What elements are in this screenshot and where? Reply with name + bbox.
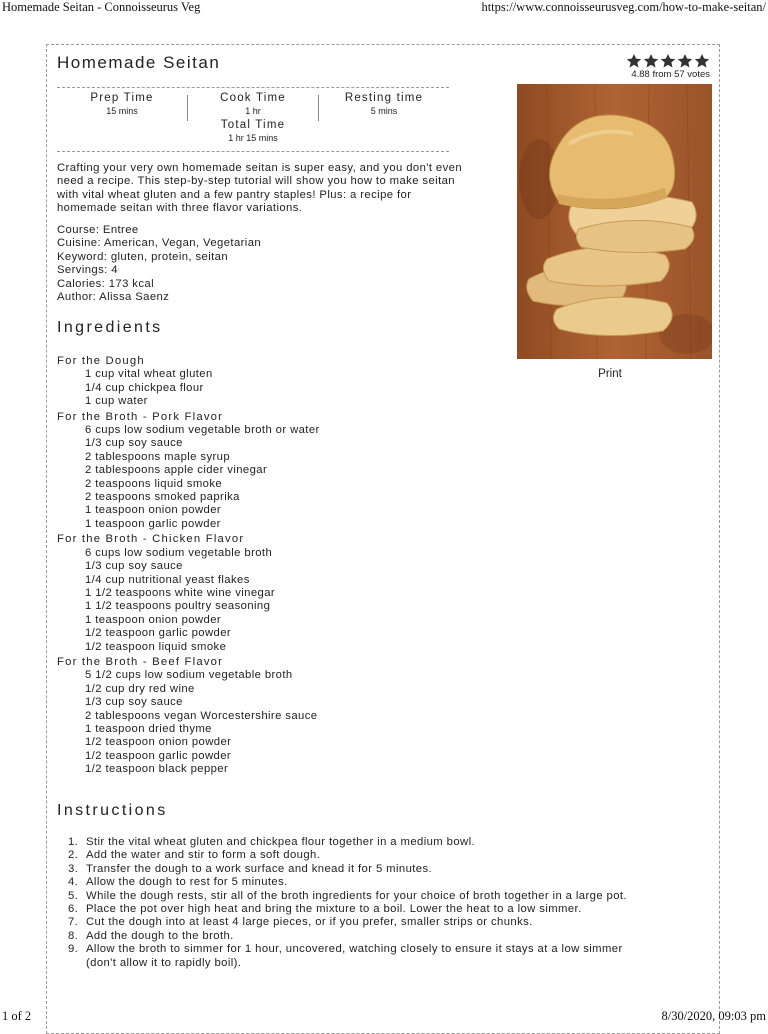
- ingredient-group: [57, 355, 507, 409]
- ingredient-item: 1 cup water: [85, 395, 148, 408]
- ingredient-group-title: For the Broth - Chicken Flavor: [57, 533, 245, 546]
- ingredient-item: 1/4 cup chickpea flour: [85, 381, 204, 394]
- rating-stars[interactable]: [626, 53, 710, 69]
- instruction-step: [57, 916, 707, 929]
- recipe-rating[interactable]: [626, 53, 710, 80]
- resting-time-value: 5 mins: [370, 106, 398, 116]
- ingredient-item: 1/3 cup soy sauce: [85, 437, 183, 450]
- ingredient-item: 2 tablespoons maple syrup: [85, 450, 231, 463]
- instruction-step: [57, 876, 707, 889]
- print-button[interactable]: Print: [598, 368, 622, 380]
- instruction-step: [57, 836, 707, 849]
- cook-time-label: Cook Time: [220, 92, 286, 104]
- instruction-step: [57, 943, 707, 970]
- ingredients-list: [57, 353, 507, 777]
- recipe-description: [57, 162, 507, 216]
- instruction-step: [57, 849, 707, 862]
- ingredient-item: 1/2 cup dry red wine: [85, 682, 195, 695]
- step-number: 9.: [68, 943, 79, 956]
- description-line: Crafting your very own homemade seitan is super easy, and you don't even: [57, 162, 463, 174]
- step-text: Place the pot over high heat and bring the mixture to a boil. Lower the heat to a low simmer.: [86, 903, 582, 916]
- star-icon[interactable]: [626, 53, 642, 69]
- ingredient-group-title: For the Broth - Beef Flavor: [57, 655, 224, 668]
- step-text: Transfer the dough to a work surface and knead it for 5 minutes.: [86, 862, 433, 875]
- resting-time: [319, 92, 449, 116]
- ingredient-item: 6 cups low sodium vegetable broth: [85, 546, 273, 559]
- ingredient-item: 1/2 teaspoon garlic powder: [85, 749, 232, 762]
- total-time-label: Total Time: [220, 119, 286, 131]
- star-icon[interactable]: [660, 53, 676, 69]
- divider: [57, 87, 449, 88]
- ingredient-group: [57, 656, 507, 777]
- rating-votes: 4.88 from 57 votes: [631, 69, 710, 80]
- star-icon[interactable]: [643, 53, 659, 69]
- ingredient-item: 1 teaspoon onion powder: [85, 504, 222, 517]
- ingredient-item: 1/4 cup nutritional yeast flakes: [85, 573, 250, 586]
- step-number: 7.: [68, 916, 79, 929]
- ingredient-item: 6 cups low sodium vegetable broth or water: [85, 424, 320, 437]
- step-text: Allow the dough to rest for 5 minutes.: [86, 876, 288, 889]
- recipe-author: Author: Alissa Saenz: [57, 291, 170, 304]
- recipe-card: [46, 44, 720, 1034]
- description-line: homemade seitan with three flavor variations.: [57, 202, 303, 215]
- step-number: 1.: [68, 836, 79, 848]
- ingredient-item: 1/3 cup soy sauce: [85, 560, 183, 573]
- divider: [57, 151, 449, 152]
- recipe-servings: Servings: 4: [57, 264, 118, 277]
- step-text: Add the dough to the broth.: [86, 929, 234, 942]
- print-footer: [0, 1009, 768, 1025]
- ingredient-item: 1 teaspoon garlic powder: [85, 517, 221, 530]
- cook-time-value: 1 hr: [245, 106, 261, 116]
- instruction-step: [57, 903, 707, 916]
- ingredient-item: 1 cup vital wheat gluten: [85, 368, 213, 381]
- step-text: Allow the broth to simmer for 1 hour, uncovered, watching closely to ensure it stays at a low simmer: [86, 943, 623, 956]
- step-number: 5.: [68, 889, 79, 902]
- step-text: (don't allow it to rapidly boil).: [86, 956, 242, 969]
- step-text: While the dough rests, stir all of the broth ingredients for your choice of broth together in a large pot.: [86, 889, 627, 902]
- recipe-calories: Calories: 173 kcal: [57, 277, 154, 290]
- instruction-step: [57, 863, 707, 876]
- ingredient-group-title: For the Broth - Pork Flavor: [57, 410, 224, 423]
- ingredient-item: 1/2 teaspoon garlic powder: [85, 627, 232, 640]
- ingredient-group: [57, 533, 507, 654]
- recipe-course: Course: Entree: [57, 224, 139, 236]
- ingredient-group-title: For the Dough: [57, 355, 145, 367]
- instructions-list: [57, 836, 707, 970]
- ingredient-item: 2 tablespoons vegan Worcestershire sauce: [85, 709, 318, 722]
- page-number: 1 of 2: [2, 1009, 32, 1023]
- step-number: 4.: [68, 876, 79, 889]
- ingredient-item: 1 teaspoon onion powder: [85, 613, 222, 626]
- step-number: 2.: [68, 849, 79, 862]
- ingredient-item: 2 teaspoons liquid smoke: [85, 477, 223, 490]
- instruction-step: [57, 930, 707, 943]
- ingredient-items: [85, 669, 507, 776]
- print-header-url[interactable]: https://www.connoisseurusveg.com/how-to-make-seitan/: [481, 0, 766, 14]
- recipe-meta: [57, 224, 477, 304]
- description-line: need a recipe. This step-by-step tutorial will show you how to make seitan: [57, 175, 455, 188]
- step-text: Add the water and stir to form a soft dough.: [86, 849, 321, 862]
- recipe-cuisine: Cuisine: American, Vegan, Vegetarian: [57, 237, 262, 250]
- print-timestamp: 8/30/2020, 09:03 pm: [661, 1009, 766, 1023]
- ingredient-item: 2 tablespoons apple cider vinegar: [85, 464, 268, 477]
- recipe-times: [57, 92, 449, 150]
- seitan-photo-illustration: [517, 84, 712, 359]
- star-icon[interactable]: [677, 53, 693, 69]
- instructions-heading: Instructions: [57, 802, 168, 819]
- ingredient-item: 1/2 teaspoon onion powder: [85, 736, 232, 749]
- print-header: [0, 0, 768, 16]
- cook-time: [188, 92, 318, 143]
- ingredient-items: [85, 424, 507, 531]
- ingredient-group: [57, 411, 507, 532]
- step-number: 6.: [68, 903, 79, 916]
- prep-time: [57, 92, 187, 116]
- ingredient-items: [85, 547, 507, 654]
- ingredient-item: 1 1/2 teaspoons white wine vinegar: [85, 586, 276, 599]
- step-number: 3.: [68, 862, 79, 875]
- ingredient-items: [85, 368, 507, 408]
- ingredient-item: 1/2 teaspoon liquid smoke: [85, 640, 227, 653]
- description-line: with vital wheat gluten and a few pantry staples! Plus: a recipe for: [57, 188, 412, 201]
- recipe-keyword: Keyword: gluten, protein, seitan: [57, 250, 229, 263]
- ingredients-heading: Ingredients: [57, 319, 163, 336]
- prep-time-value: 15 mins: [106, 106, 138, 116]
- instruction-step: [57, 890, 707, 903]
- step-text: Stir the vital wheat gluten and chickpea flour together in a medium bowl.: [86, 836, 476, 848]
- ingredient-item: 5 1/2 cups low sodium vegetable broth: [85, 669, 293, 682]
- total-time-value: 1 hr 15 mins: [228, 133, 278, 143]
- ingredient-item: 2 teaspoons smoked paprika: [85, 491, 240, 504]
- ingredient-item: 1/2 teaspoon black pepper: [85, 763, 229, 776]
- step-number: 8.: [68, 929, 79, 942]
- prep-time-label: Prep Time: [90, 92, 154, 104]
- ingredient-item: 1 teaspoon dried thyme: [85, 722, 212, 735]
- print-header-title: Homemade Seitan - Connoisseurus Veg: [2, 0, 201, 14]
- resting-time-label: Resting time: [344, 92, 424, 104]
- recipe-photo: [517, 84, 712, 359]
- star-icon[interactable]: [694, 53, 710, 69]
- ingredient-item: 1/3 cup soy sauce: [85, 696, 183, 709]
- step-text: Cut the dough into at least 4 large pieces, or if you prefer, smaller strips or chunks.: [86, 916, 533, 929]
- ingredient-item: 1 1/2 teaspoons poultry seasoning: [85, 600, 271, 613]
- recipe-title: Homemade Seitan: [57, 53, 221, 72]
